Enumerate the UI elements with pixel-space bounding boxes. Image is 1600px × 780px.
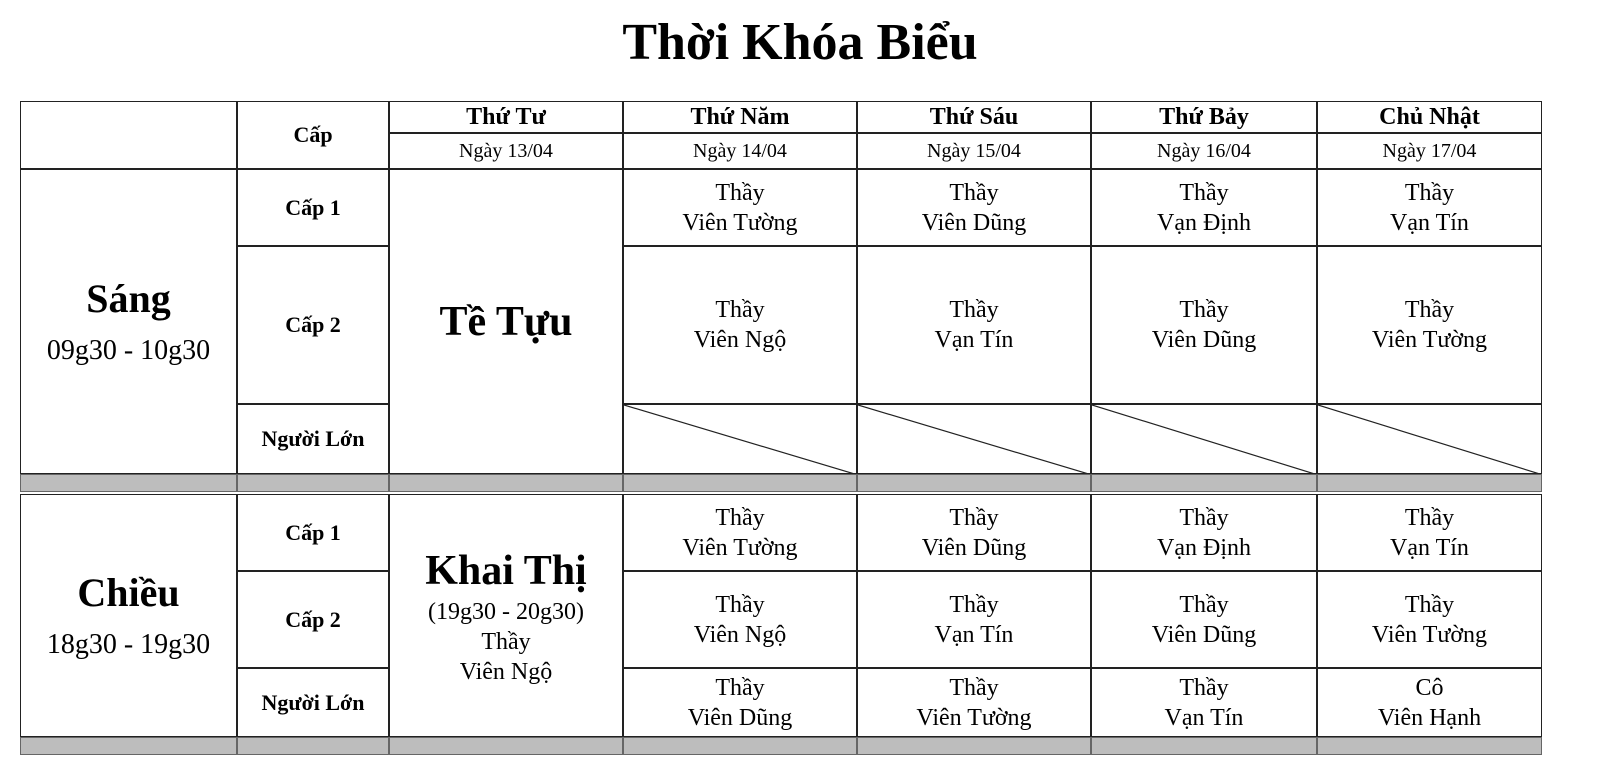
session-cell	[20, 169, 237, 474]
schedule-cell	[623, 169, 857, 246]
separator-row	[237, 737, 389, 755]
schedule-cell	[1091, 571, 1317, 668]
schedule-cell	[1317, 668, 1542, 737]
schedule-cell	[1317, 169, 1542, 246]
level-label: Cấp 1	[285, 519, 341, 545]
day-name: Thứ Năm	[690, 104, 790, 130]
day-header-1	[389, 101, 623, 133]
teacher-title: Thầy	[715, 591, 765, 618]
schedule-cell	[1317, 571, 1542, 668]
teacher-name: Viên Ngộ	[693, 327, 787, 353]
day-header-4	[1091, 101, 1317, 133]
teacher-title: Thầy	[1179, 504, 1229, 531]
teacher-name: Vạn Tín	[1390, 209, 1469, 236]
day-name: Chủ Nhật	[1379, 104, 1480, 130]
event-time: (19g30 - 20g30)	[428, 598, 584, 625]
separator-row	[623, 474, 857, 492]
schedule-cell	[623, 571, 857, 668]
event-name: Khai Thị	[425, 547, 587, 594]
separator-row	[1091, 474, 1317, 492]
separator-row	[389, 737, 623, 755]
schedule-cell	[857, 571, 1091, 668]
level-label: Cấp 1	[285, 194, 341, 220]
empty-cell	[1091, 404, 1317, 474]
level-cell	[237, 668, 389, 737]
schedule-cell	[1091, 494, 1317, 571]
teacher-name: Viên Tường	[1371, 327, 1488, 353]
teacher-title: Thầy	[1179, 591, 1229, 618]
day-date-5	[1317, 133, 1542, 169]
teacher-title: Thầy	[1404, 297, 1455, 323]
schedule-cell	[623, 494, 857, 571]
event-name: Tề Tựu	[439, 298, 573, 345]
teacher-name: Viên Ngộ	[459, 658, 553, 685]
day-date: Ngày 14/04	[693, 140, 787, 162]
teacher-title: Thầy	[949, 179, 999, 206]
teacher-title: Thầy	[715, 297, 765, 323]
teacher-name: Viên Tường	[1371, 621, 1488, 648]
schedule-cell	[857, 169, 1091, 246]
teacher-name: Viên Dũng	[687, 704, 793, 731]
teacher-name: Vạn Định	[1157, 534, 1251, 561]
schedule-cell	[1317, 246, 1542, 404]
day-date-2	[623, 133, 857, 169]
corner-cell	[20, 101, 237, 169]
diagonal-line	[624, 405, 857, 474]
day-date: Ngày 17/04	[1382, 140, 1477, 162]
schedule-cell	[857, 668, 1091, 737]
day-header-5	[1317, 101, 1542, 133]
event-cell	[389, 169, 623, 474]
level-header-label: Cấp	[293, 122, 333, 147]
teacher-name: Vạn Tín	[1164, 704, 1244, 731]
teacher-name: Viên Ngộ	[693, 621, 787, 648]
schedule-table	[20, 101, 1542, 755]
teacher-title: Thầy	[481, 628, 531, 655]
separator-row	[1317, 474, 1542, 492]
separator-row	[857, 737, 1091, 755]
separator-row	[389, 474, 623, 492]
schedule-cell	[1317, 494, 1542, 571]
teacher-title: Thầy	[949, 504, 999, 531]
day-date-4	[1091, 133, 1317, 169]
teacher-name: Vạn Định	[1157, 209, 1251, 236]
schedule-cell	[623, 668, 857, 737]
session-name: Sáng	[86, 275, 171, 321]
separator-row	[1317, 737, 1542, 755]
teacher-name: Viên Dũng	[1151, 327, 1257, 353]
day-header-3	[857, 101, 1091, 133]
schedule-cell	[857, 494, 1091, 571]
teacher-name: Vạn Tín	[934, 621, 1014, 648]
empty-cell	[857, 404, 1091, 474]
day-name: Thứ Sáu	[929, 104, 1019, 130]
session-cell	[20, 494, 237, 737]
teacher-title: Cô	[1415, 674, 1444, 701]
session-time: 18g30 - 19g30	[46, 628, 211, 660]
teacher-name: Vạn Tín	[1390, 534, 1469, 561]
separator-row	[1091, 737, 1317, 755]
day-date-3	[857, 133, 1091, 169]
empty-cell	[623, 404, 857, 474]
event-cell	[389, 494, 623, 737]
day-date: Ngày 16/04	[1157, 140, 1251, 162]
level-label: Cấp 2	[285, 312, 341, 337]
level-cell	[237, 494, 389, 571]
day-name: Thứ Tư	[466, 104, 546, 130]
teacher-title: Thầy	[1404, 504, 1455, 531]
teacher-title: Thầy	[949, 591, 999, 618]
diagonal-line	[1092, 405, 1317, 474]
teacher-name: Viên Dũng	[921, 209, 1027, 236]
teacher-title: Thầy	[1179, 674, 1229, 701]
page-title: Thời Khóa Biểu	[622, 14, 978, 71]
empty-cell	[1317, 404, 1542, 474]
session-name: Chiều	[77, 569, 180, 615]
teacher-title: Thầy	[1179, 297, 1229, 323]
day-date-1	[389, 133, 623, 169]
teacher-name: Viên Dũng	[1151, 621, 1257, 648]
teacher-name: Viên Tường	[682, 209, 798, 236]
separator-row	[20, 737, 237, 755]
level-label: Người Lớn	[261, 426, 365, 451]
level-label: Cấp 2	[285, 606, 341, 632]
day-date: Ngày 13/04	[459, 140, 553, 162]
schedule-cell	[623, 246, 857, 404]
level-cell	[237, 246, 389, 404]
teacher-title: Thầy	[715, 674, 765, 701]
schedule-cell	[1091, 169, 1317, 246]
level-label: Người Lớn	[261, 689, 365, 715]
day-name: Thứ Bảy	[1159, 104, 1249, 130]
separator-row	[237, 474, 389, 492]
teacher-name: Viên Dũng	[921, 534, 1027, 561]
day-date: Ngày 15/04	[927, 140, 1021, 162]
schedule-cell	[857, 246, 1091, 404]
teacher-title: Thầy	[1404, 591, 1455, 618]
teacher-title: Thầy	[1404, 179, 1455, 206]
day-header-2	[623, 101, 857, 133]
separator-row	[623, 737, 857, 755]
diagonal-line	[858, 405, 1091, 474]
separator-row	[20, 474, 237, 492]
teacher-title: Thầy	[949, 297, 999, 323]
level-cell	[237, 169, 389, 246]
schedule-cell	[1091, 668, 1317, 737]
teacher-name: Viên Tường	[682, 534, 798, 561]
level-header	[237, 101, 389, 169]
session-time: 09g30 - 10g30	[46, 334, 211, 366]
separator-row	[857, 474, 1091, 492]
teacher-title: Thầy	[1179, 179, 1229, 206]
level-cell	[237, 404, 389, 474]
teacher-title: Thầy	[715, 179, 765, 206]
teacher-title: Thầy	[949, 674, 999, 701]
teacher-name: Viên Tường	[916, 704, 1032, 731]
diagonal-line	[1318, 405, 1542, 474]
teacher-name: Vạn Tín	[934, 327, 1014, 353]
teacher-title: Thầy	[715, 504, 765, 531]
level-cell	[237, 571, 389, 668]
teacher-name: Viên Hạnh	[1377, 704, 1482, 731]
schedule-cell	[1091, 246, 1317, 404]
